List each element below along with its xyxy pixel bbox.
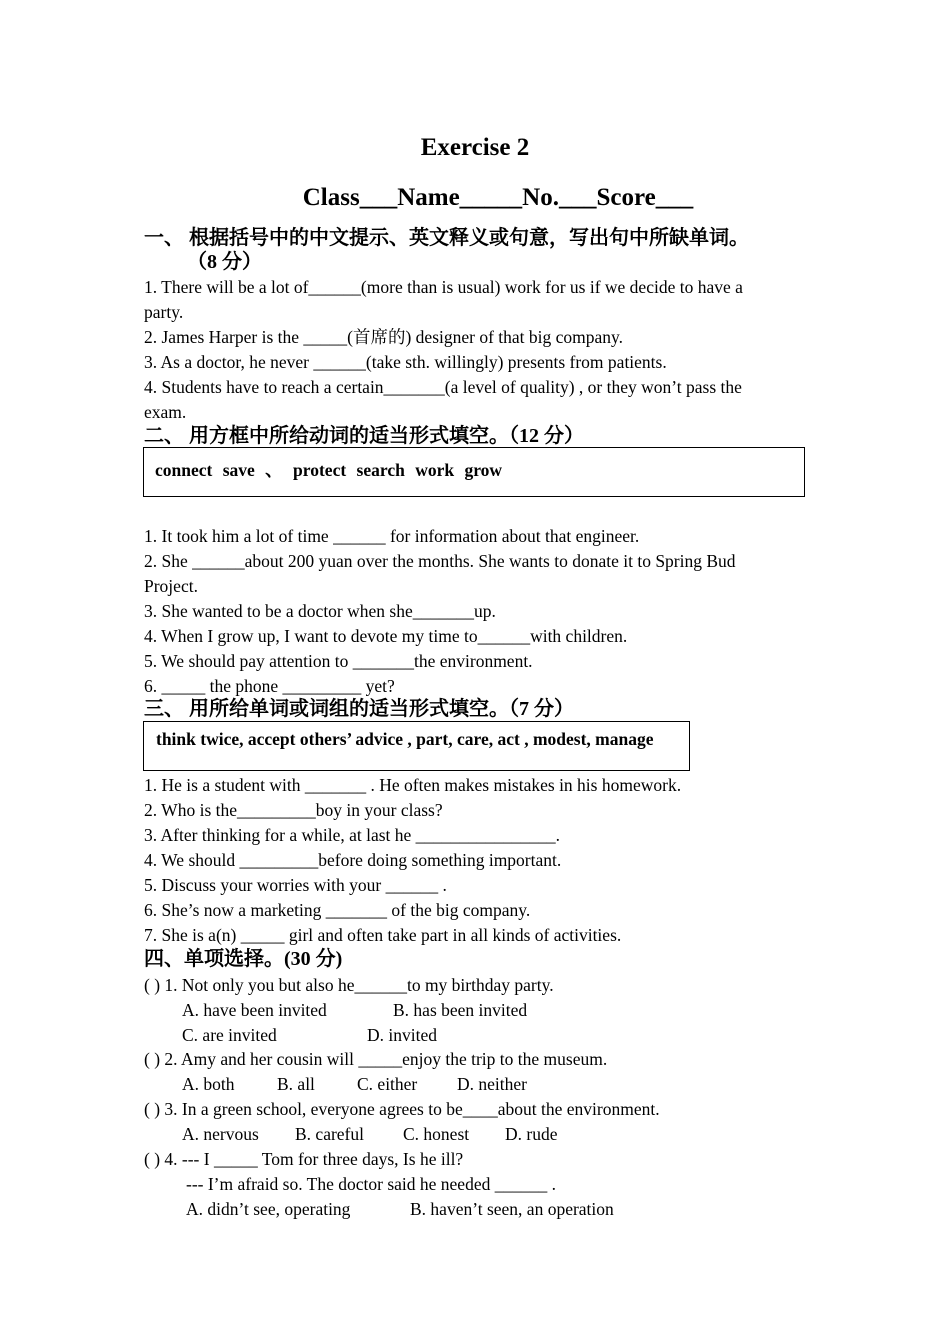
- section2-heading: 二、 用方框中所给动词的适当形式填空。（12 分）: [144, 425, 584, 447]
- section3-line: 2. Who is the_________boy in your class?: [144, 800, 443, 820]
- section3-line: 7. She is a(n) _____ girl and often take part in all kinds of activities.: [144, 925, 622, 945]
- question-1-option-b: B. has been invited: [393, 1000, 528, 1020]
- page-title: Exercise 2: [420, 134, 530, 161]
- question-2-stem: ( ) 2. Amy and her cousin will _____enjoy the trip to the museum.: [144, 1049, 608, 1069]
- section1-line: 1. There will be a lot of______(more than is usual) work for us if we decide to have a: [144, 277, 743, 297]
- section2-line: 3. She wanted to be a doctor when she_______up.: [144, 601, 496, 621]
- section2-line: 6. _____ the phone _________ yet?: [144, 676, 395, 696]
- question-3-stem: ( ) 3. In a green school, everyone agrees to be____about the environment.: [144, 1099, 660, 1119]
- section1-line: 3. As a doctor, he never ______(take sth. willingly) presents from patients.: [144, 352, 667, 372]
- question-3-option-b: B. careful: [295, 1124, 364, 1144]
- section3-line: 6. She’s now a marketing _______ of the big company.: [144, 900, 531, 920]
- question-2-option-d: D. neither: [457, 1074, 527, 1094]
- question-3-option-c: C. honest: [403, 1124, 470, 1144]
- section3-word-box: think twice, accept others’ advice , part, care, act , modest, manage: [143, 721, 690, 771]
- section2-line: 1. It took him a lot of time ______ for information about that engineer.: [144, 526, 640, 546]
- section2-line: 5. We should pay attention to _______the environment.: [144, 651, 533, 671]
- question-4-stem: ( ) 4. --- I _____ Tom for three days, Is he ill?: [144, 1149, 464, 1169]
- question-2-option-c: C. either: [357, 1074, 418, 1094]
- section3-line: 1. He is a student with _______ . He often makes mistakes in his homework.: [144, 775, 682, 795]
- section3-heading: 三、 用所给单词或词组的适当形式填空。（7 分）: [144, 698, 574, 720]
- question-2-option-b: B. all: [277, 1074, 315, 1094]
- question-3-option-d: D. rude: [505, 1124, 558, 1144]
- question-3-option-a: A. nervous: [182, 1124, 259, 1144]
- section2-line: 2. She ______about 200 yuan over the months. She wants to donate it to Spring Bud: [144, 551, 736, 571]
- section2-word-box: connect save 、 protect search work grow: [143, 447, 805, 497]
- question-2-option-a: A. both: [182, 1074, 235, 1094]
- question-4-option-a: A. didn’t see, operating: [186, 1199, 351, 1219]
- section3-line: 3. After thinking for a while, at last he ________________.: [144, 825, 561, 845]
- question-4-option-b: B. haven’t seen, an operation: [410, 1199, 614, 1219]
- section4-heading: 四、单项选择。(30 分): [144, 948, 343, 970]
- section3-line: 4. We should _________before doing something important.: [144, 850, 562, 870]
- question-1-option-c: C. are invited: [182, 1025, 277, 1045]
- section2-line: Project.: [144, 576, 198, 596]
- question-4-stem-reply: --- I’m afraid so. The doctor said he needed ______ .: [186, 1174, 556, 1194]
- section1-line: 2. James Harper is the _____(首席的) designer of that big company.: [144, 327, 624, 347]
- section2-line: 4. When I grow up, I want to devote my time to______with children.: [144, 626, 628, 646]
- question-1-option-d: D. invited: [367, 1025, 437, 1045]
- student-info-line: Class___Name_____No.___Score___: [302, 184, 694, 211]
- question-1-option-a: A. have been invited: [182, 1000, 327, 1020]
- section1-heading-points: （8 分）: [187, 251, 262, 273]
- section1-line: exam.: [144, 402, 187, 422]
- question-1-stem: ( ) 1. Not only you but also he______to my birthday party.: [144, 975, 554, 995]
- section1-line: party.: [144, 302, 184, 322]
- section1-line: 4. Students have to reach a certain_______(a level of quality) , or they won’t pass the: [144, 377, 742, 397]
- section3-line: 5. Discuss your worries with your ______ .: [144, 875, 447, 895]
- section1-heading: 一、 根据括号中的中文提示、英文释义或句意，写出句中所缺单词。: [144, 227, 749, 249]
